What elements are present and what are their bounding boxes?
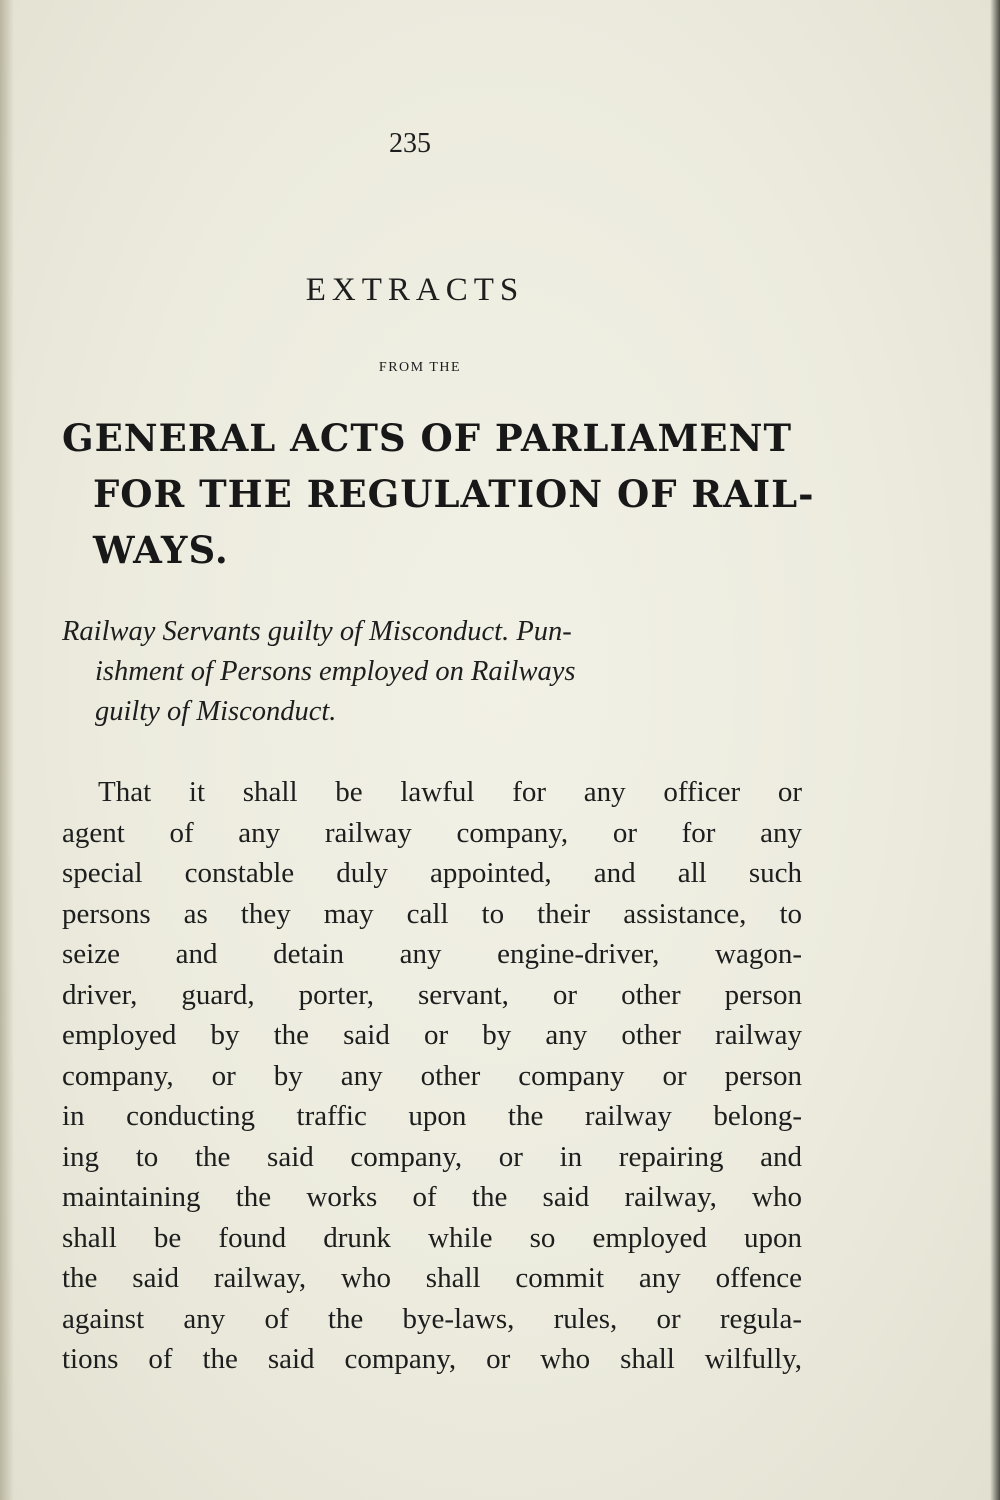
- heading-line: FOR THE REGULATION OF RAIL-: [93, 472, 815, 516]
- heading-line: WAYS.: [93, 528, 229, 572]
- body-line: shall be found drunk while so employed upon: [62, 1221, 802, 1254]
- body-line: driver, guard, porter, servant, or other person: [62, 978, 802, 1011]
- body-line: special constable duly appointed, and all such: [62, 857, 802, 889]
- document-title: EXTRACTS: [305, 272, 525, 308]
- body-line: ing to the said company, or in repairing and: [62, 1140, 802, 1173]
- body-line: persons as they may call to their assistance, to: [62, 897, 802, 930]
- page-number: 235: [389, 128, 431, 159]
- body-line: company, or by any other company or person: [62, 1059, 802, 1092]
- body-line: That it shall be lawful for any officer or: [98, 776, 802, 808]
- title-connector: FROM THE: [378, 360, 462, 375]
- body-paragraph: [62, 772, 802, 1380]
- body-line: employed by the said or by any other railway: [62, 1019, 802, 1051]
- subheading: [62, 612, 802, 732]
- subheading-line: guilty of Misconduct.: [95, 696, 337, 727]
- page-edge-shadow-left: [0, 0, 14, 1500]
- section-heading: [62, 410, 815, 578]
- body-line: maintaining the works of the said railway, who: [62, 1181, 802, 1213]
- body-line: against any of the bye-laws, rules, or regula-: [62, 1302, 802, 1335]
- heading-line: GENERAL ACTS OF PARLIAMENT: [62, 416, 792, 460]
- body-line: agent of any railway company, or for any: [62, 816, 802, 849]
- subheading-line: ishment of Persons employed on Railways: [95, 656, 576, 687]
- page-edge-shadow-right: [990, 0, 1000, 1500]
- body-line: the said railway, who shall commit any offence: [62, 1262, 802, 1294]
- body-line: seize and detain any engine-driver, wagon-: [62, 938, 802, 970]
- subheading-line: Railway Servants guilty of Misconduct. Pun-: [62, 616, 572, 647]
- body-line: tions of the said company, or who shall wilfully,: [62, 1343, 802, 1375]
- body-line: in conducting traffic upon the railway belong-: [62, 1100, 802, 1132]
